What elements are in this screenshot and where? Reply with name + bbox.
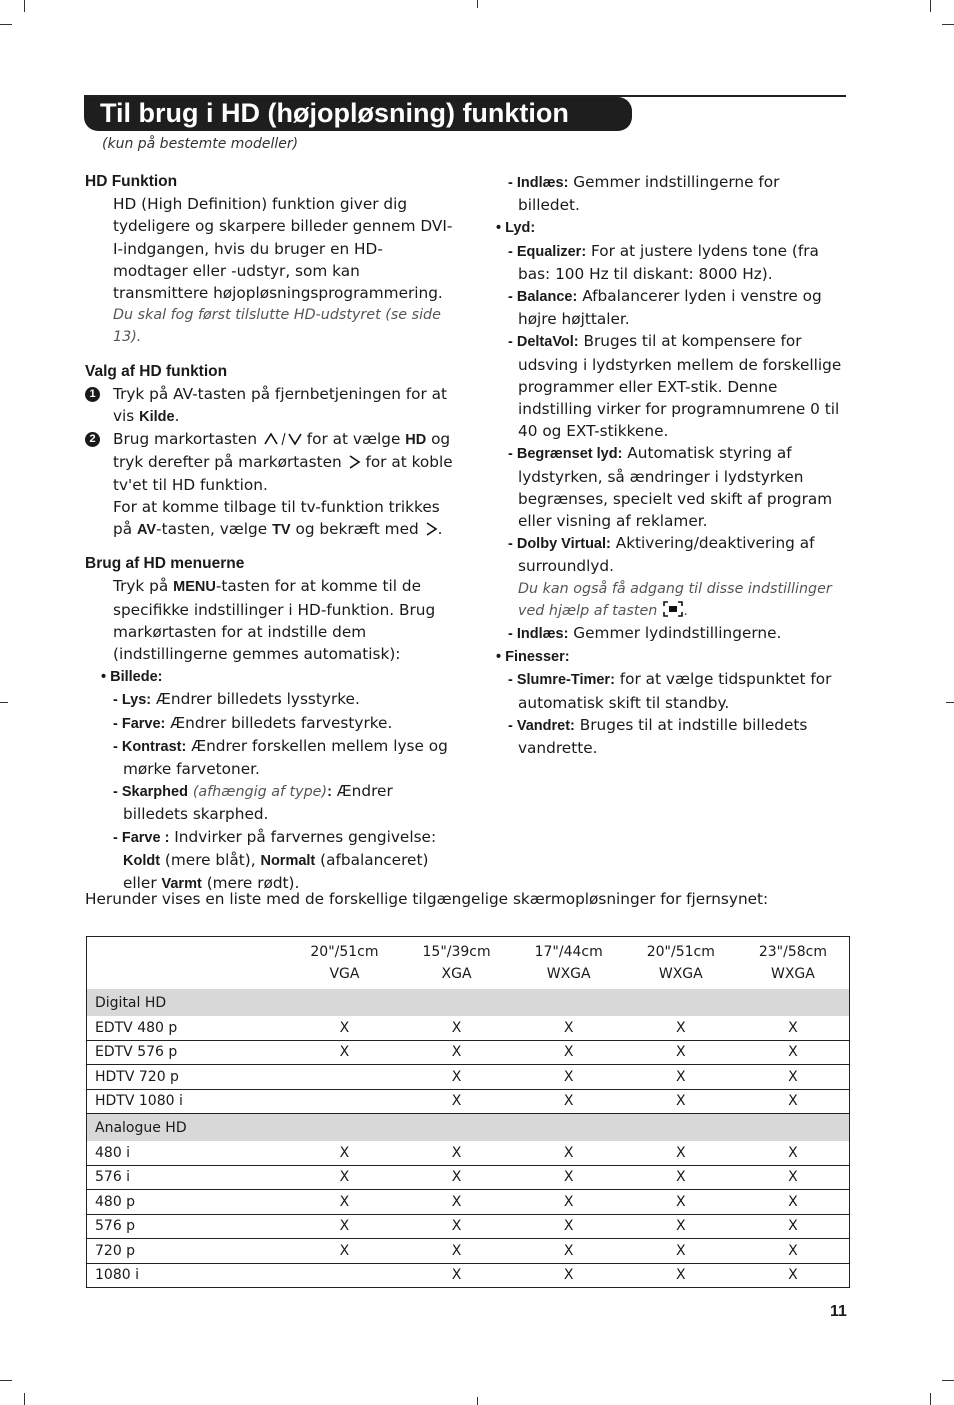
resolution-type: WXGA bbox=[770, 966, 815, 982]
crop-mark bbox=[930, 0, 931, 12]
row-label: 1080 i bbox=[87, 1263, 289, 1288]
table-cell: X bbox=[401, 1141, 513, 1165]
table-cell: X bbox=[401, 1165, 513, 1190]
crop-mark bbox=[477, 1397, 478, 1405]
row-label: HDTV 1080 i bbox=[87, 1089, 289, 1114]
kilde-key: Kilde bbox=[139, 409, 175, 426]
list-item: - Farve : Indvirker på farvernes gengivelse: Koldt (mere blåt), Normalt (afbalanceret) eller Varmt (mere rødt). bbox=[113, 827, 437, 893]
table-cell: X bbox=[288, 1016, 400, 1040]
table-cell: X bbox=[625, 1141, 737, 1165]
table-cell bbox=[288, 1065, 400, 1090]
table-cell: X bbox=[288, 1141, 400, 1165]
column-header bbox=[513, 937, 625, 990]
list-item: - Lys: Ændrer billedets lysstyrke. bbox=[113, 690, 360, 709]
table-cell: X bbox=[737, 1089, 850, 1114]
screen-size: 17"/44cm bbox=[534, 944, 603, 960]
table-intro: Herunder vises en liste med de forskellige tilgængelige skærmopløsninger for fjernsynet: bbox=[85, 890, 769, 908]
list-item: - Vandret: Bruges til at indstille billedets vandrette. bbox=[508, 715, 808, 758]
left-column bbox=[85, 171, 457, 895]
list-item: - Equalizer: For at justere lydens tone (fra bas: 100 Hz til diskant: 8000 Hz). bbox=[508, 241, 819, 283]
table-cell: X bbox=[513, 1141, 625, 1165]
list-item: - DeltaVol: Bruges til at kompensere for udsving i lydstyrken mellem de forskellige programmer eller EXT-stik. Denne indstilling virker for programnumrene 0 til 40 og EXT-stikkene. bbox=[508, 332, 842, 441]
resolution-type: WXGA bbox=[546, 966, 591, 982]
table-cell: X bbox=[625, 1040, 737, 1065]
crop-mark bbox=[0, 1380, 12, 1381]
table-cell: X bbox=[625, 1016, 737, 1040]
table-cell: X bbox=[513, 1239, 625, 1264]
table-header-row bbox=[87, 937, 850, 990]
lyd-bullet: • Lyd: bbox=[496, 220, 536, 237]
column-header bbox=[401, 937, 513, 990]
table-cell: X bbox=[625, 1089, 737, 1114]
table-cell: X bbox=[625, 1239, 737, 1264]
row-label: 576 i bbox=[87, 1165, 289, 1190]
dolby-note: Du kan også få adgang til disse indstillinger ved hjælp af tasten . bbox=[518, 580, 832, 619]
table-cell: X bbox=[513, 1214, 625, 1239]
table-cell: X bbox=[737, 1165, 850, 1190]
hd-description: HD (High Definition) funktion giver dig tydeligere og skarpere billeder gennem DVI-I-indgangen, hvis du bruger en HD-modtager eller -udstyr, som kan transmittere højopløsningsprogrammering. bbox=[113, 195, 453, 303]
right-column bbox=[496, 171, 846, 759]
crop-mark bbox=[0, 24, 12, 25]
finesser-bullet: • Finesser: bbox=[496, 649, 570, 666]
step-1: 1 Tryk på AV-tasten på fjernbetjeningen for at vis Kilde. bbox=[85, 383, 457, 428]
column-header bbox=[737, 937, 850, 990]
column-header bbox=[288, 937, 400, 990]
resolution-type: WXGA bbox=[658, 966, 703, 982]
table-cell: X bbox=[401, 1065, 513, 1090]
table-cell: X bbox=[737, 1065, 850, 1090]
list-item: - Slumre-Timer: for at vælge tidspunktet for automatisk skift til standby. bbox=[508, 670, 832, 712]
table-cell: X bbox=[401, 1040, 513, 1065]
row-label: EDTV 576 p bbox=[87, 1040, 289, 1065]
table-cell: X bbox=[737, 1214, 850, 1239]
crop-mark bbox=[0, 702, 8, 703]
list-item: - Kontrast: Ændrer forskellen mellem lyse og mørke farvetoner. bbox=[113, 736, 448, 779]
group-row bbox=[87, 1114, 850, 1142]
resolution-type: XGA bbox=[441, 966, 472, 982]
table-cell: X bbox=[401, 1016, 513, 1040]
list-item: - Begrænset lyd: Automatisk styring af lydstyrken, så ændringer i lydstyrken begrænses, specielt ved skift af program eller visning af reklamer. bbox=[508, 444, 833, 531]
menu-description: Tryk på MENU-tasten for at komme til de specifikke indstillinger i HD-funktion. Brug markørtasten for at indstille dem (indstillingerne gemmes automatisk): bbox=[113, 577, 436, 664]
table-cell: X bbox=[625, 1065, 737, 1090]
table-row bbox=[87, 1141, 850, 1165]
table-cell: X bbox=[288, 1214, 400, 1239]
crop-mark bbox=[24, 0, 25, 12]
page-number: 11 bbox=[830, 1303, 847, 1320]
screen-size: 20"/51cm bbox=[646, 944, 715, 960]
group-row bbox=[87, 989, 850, 1016]
table-row bbox=[87, 1040, 850, 1065]
step-2: 2 Brug markortasten for at vælge HD og tryk derefter på markørtasten for at koble tv'et til HD funktion. For at komme tilbage til tv-funktion trikkes på AV-tasten, vælge TV og bekræft med . bbox=[85, 428, 457, 541]
table-row bbox=[87, 1190, 850, 1215]
crop-mark bbox=[942, 24, 954, 25]
surround-icon bbox=[662, 600, 684, 618]
crop-mark bbox=[477, 0, 478, 8]
table-cell bbox=[288, 1089, 400, 1114]
column-header bbox=[625, 937, 737, 990]
table-cell: X bbox=[401, 1263, 513, 1288]
list-item: - Skarphed (afhængig af type): Ændrer billedets skarphed. bbox=[113, 782, 393, 824]
table-cell: X bbox=[625, 1214, 737, 1239]
billede-bullet: • Billede: bbox=[101, 669, 163, 686]
table-cell: X bbox=[288, 1190, 400, 1215]
row-label: HDTV 720 p bbox=[87, 1065, 289, 1090]
page-subtitle: (kun på bestemte modeller) bbox=[102, 136, 299, 152]
table-cell: X bbox=[513, 1065, 625, 1090]
resolution-table bbox=[86, 936, 850, 1288]
hd-note: Du skal fog først tilslutte HD-udstyret (se side 13). bbox=[113, 307, 441, 346]
row-label: EDTV 480 p bbox=[87, 1016, 289, 1040]
table-cell: X bbox=[513, 1165, 625, 1190]
crop-mark bbox=[946, 702, 954, 703]
screen-size: 15"/39cm bbox=[422, 944, 491, 960]
screen-size: 20"/51cm bbox=[310, 944, 379, 960]
table-cell: X bbox=[737, 1190, 850, 1215]
row-label: 480 p bbox=[87, 1190, 289, 1215]
table-cell: X bbox=[737, 1239, 850, 1264]
up-down-arrow-icon bbox=[262, 431, 302, 447]
list-item: - Dolby Virtual: Aktivering/deaktivering af surroundlyd. bbox=[508, 534, 815, 576]
group-label: Digital HD bbox=[87, 989, 850, 1016]
section-heading-valg: Valg af HD funktion bbox=[85, 362, 228, 380]
table-row bbox=[87, 1016, 850, 1040]
table-row bbox=[87, 1065, 850, 1090]
table-cell bbox=[288, 1263, 400, 1288]
row-label: 576 p bbox=[87, 1214, 289, 1239]
table-cell: X bbox=[737, 1016, 850, 1040]
table-row bbox=[87, 1214, 850, 1239]
list-item: - Farve: Ændrer billedets farvestyrke. bbox=[113, 713, 393, 732]
table-cell: X bbox=[513, 1040, 625, 1065]
table-cell: X bbox=[737, 1141, 850, 1165]
crop-mark bbox=[930, 1393, 931, 1405]
table-cell: X bbox=[513, 1190, 625, 1215]
table-cell: X bbox=[625, 1165, 737, 1190]
list-item: - Indlæs: Gemmer lydindstillingerne. bbox=[508, 624, 782, 643]
table-cell: X bbox=[625, 1190, 737, 1215]
list-item: - Indlæs: Gemmer indstillingerne for billedet. bbox=[508, 173, 780, 215]
right-arrow-icon bbox=[424, 521, 438, 537]
table-cell: X bbox=[288, 1040, 400, 1065]
table-cell: X bbox=[401, 1190, 513, 1215]
group-label: Analogue HD bbox=[87, 1114, 850, 1142]
table-cell: X bbox=[401, 1214, 513, 1239]
screen-size: 23"/58cm bbox=[758, 944, 827, 960]
row-label: 480 i bbox=[87, 1141, 289, 1165]
table-row bbox=[87, 1263, 850, 1288]
right-arrow-icon bbox=[347, 454, 361, 470]
step-number-2: 2 bbox=[85, 432, 100, 447]
section-heading-menu: Brug af HD menuerne bbox=[85, 555, 245, 573]
table-cell: X bbox=[401, 1089, 513, 1114]
row-label: 720 p bbox=[87, 1239, 289, 1264]
table-cell: X bbox=[513, 1016, 625, 1040]
table-row bbox=[87, 1239, 850, 1264]
header-blank bbox=[87, 937, 289, 990]
table-cell: X bbox=[513, 1263, 625, 1288]
resolution-type: VGA bbox=[329, 966, 360, 982]
table-cell: X bbox=[625, 1263, 737, 1288]
table-cell: X bbox=[288, 1239, 400, 1264]
title-banner bbox=[84, 97, 632, 131]
page-title: Til brug i HD (højopløsning) funktion bbox=[100, 98, 569, 128]
list-item: - Balance: Afbalancerer lyden i venstre og højre højttaler. bbox=[508, 287, 822, 329]
table-cell: X bbox=[737, 1263, 850, 1288]
table-cell: X bbox=[401, 1239, 513, 1264]
table-row bbox=[87, 1089, 850, 1114]
crop-mark bbox=[24, 1393, 25, 1405]
table-cell: X bbox=[513, 1089, 625, 1114]
section-heading-hd-funktion: HD Funktion bbox=[85, 173, 178, 190]
crop-mark bbox=[942, 1380, 954, 1381]
step-number-1: 1 bbox=[85, 387, 100, 402]
table-cell: X bbox=[288, 1165, 400, 1190]
table-row bbox=[87, 1165, 850, 1190]
table-cell: X bbox=[737, 1040, 850, 1065]
